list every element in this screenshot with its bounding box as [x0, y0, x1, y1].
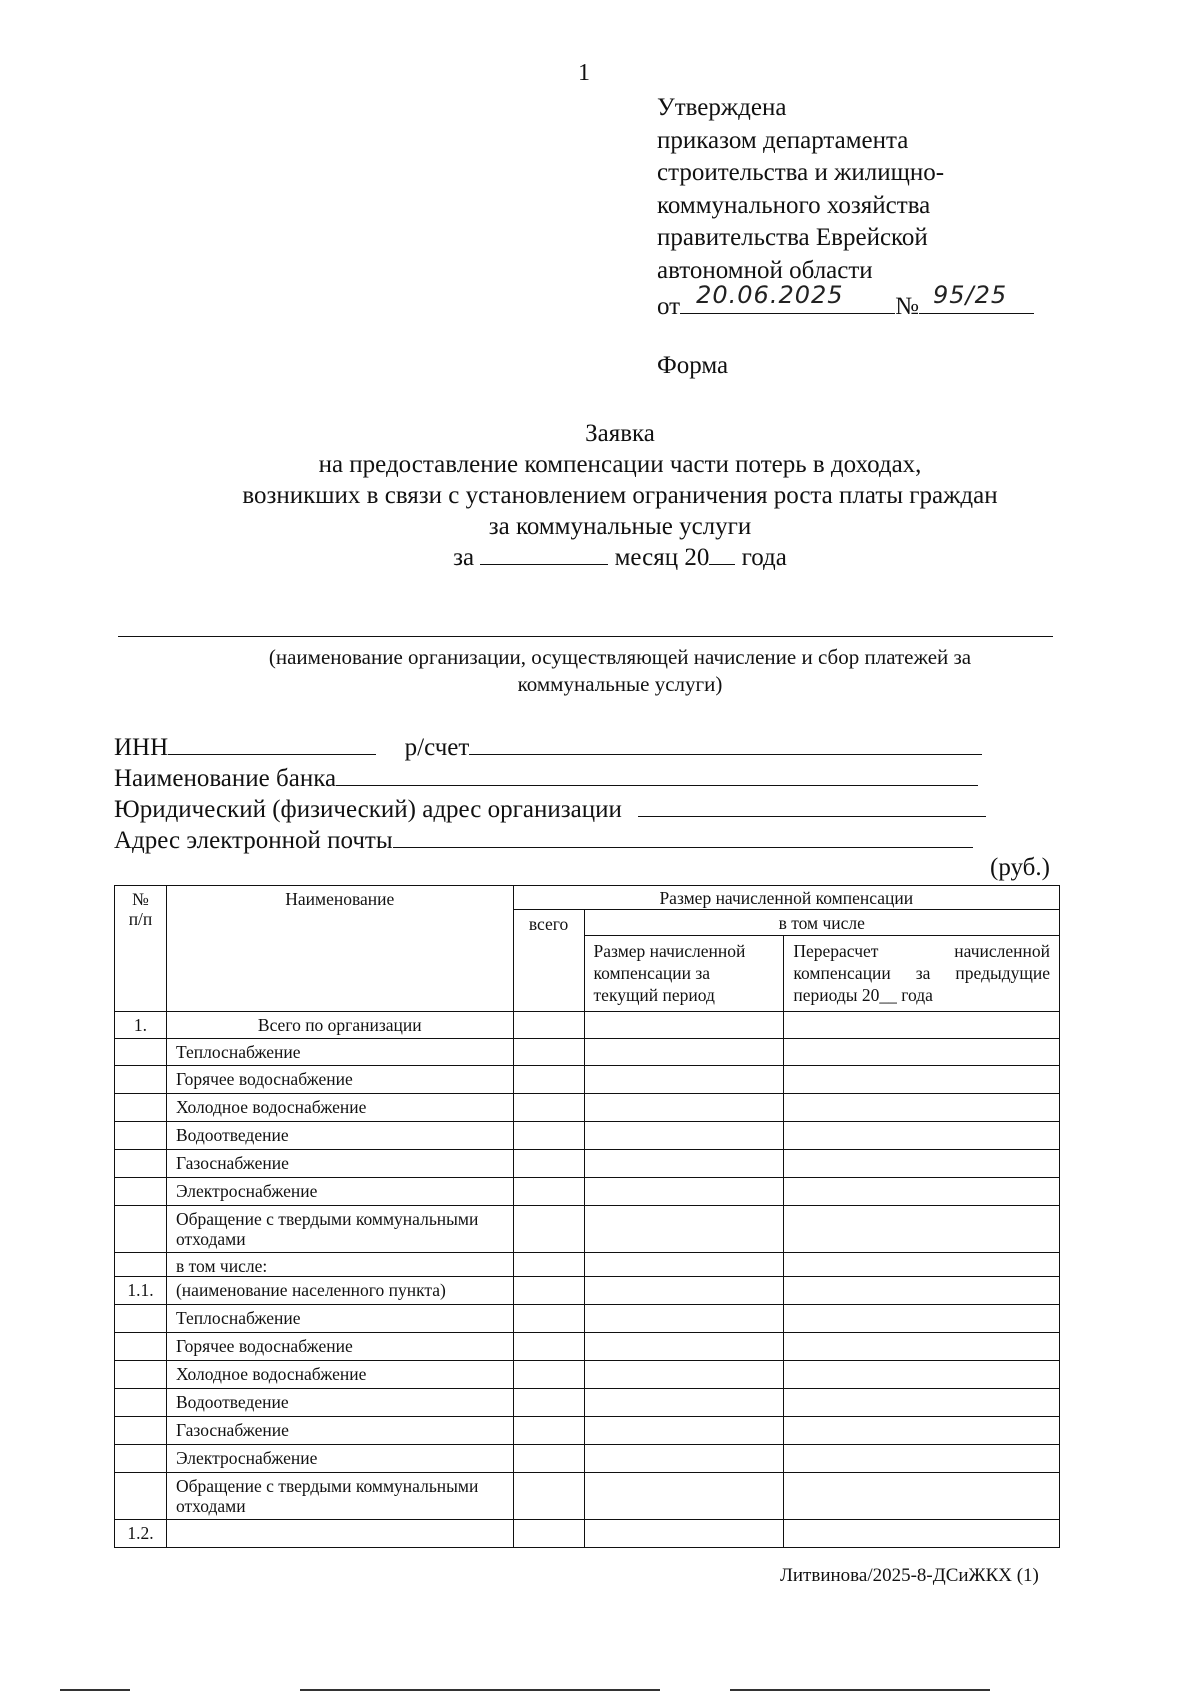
- row-name: Горячее водоснабжение: [166, 1066, 513, 1094]
- row-name: Холодное водоснабжение: [166, 1094, 513, 1122]
- row-number: [115, 1039, 167, 1066]
- cell-current: [584, 1178, 784, 1206]
- cell-current: [584, 1094, 784, 1122]
- approval-line: правительства Еврейской: [657, 224, 928, 251]
- inn-label: ИНН: [114, 734, 169, 761]
- approval-line: приказом департамента: [657, 126, 909, 154]
- header-name: Наименование: [166, 886, 513, 1012]
- cell-total: [513, 1361, 584, 1389]
- period-line: [120, 542, 1120, 573]
- form-label: Форма: [657, 352, 729, 379]
- approval-line: автономной области: [657, 256, 873, 284]
- cell-total: [513, 1445, 584, 1473]
- cell-recalc: [784, 1445, 1060, 1473]
- row-number: [115, 1122, 167, 1150]
- cell-total: [513, 1389, 584, 1417]
- period-prefix: за: [453, 544, 475, 571]
- cell-current: [584, 1305, 784, 1333]
- approval-number-handwritten: 95/25: [932, 280, 1008, 309]
- scan-artifact: [300, 1689, 660, 1691]
- row-number: [115, 1253, 167, 1277]
- bank-label: Наименование банка: [114, 765, 337, 792]
- row-number: [115, 1389, 167, 1417]
- table-row: [115, 1039, 1060, 1066]
- cell-total: [513, 1039, 584, 1066]
- address-line: [114, 794, 986, 825]
- organization-caption: [120, 644, 1120, 698]
- cell-total: [513, 1473, 584, 1520]
- row-name: [166, 1520, 513, 1548]
- table-row: [115, 1417, 1060, 1445]
- from-label: от: [657, 293, 681, 320]
- row-name: Холодное водоснабжение: [166, 1361, 513, 1389]
- email-label: Адрес электронной почты: [114, 827, 393, 854]
- address-blank: [638, 794, 986, 817]
- cell-recalc: [784, 1520, 1060, 1548]
- table-row: [115, 1066, 1060, 1094]
- row-name: Теплоснабжение: [166, 1039, 513, 1066]
- title-line: возникших в связи с установлением ограничения роста платы граждан: [242, 482, 998, 509]
- row-number: [115, 1066, 167, 1094]
- cell-total: [513, 1305, 584, 1333]
- cell-current: [584, 1445, 784, 1473]
- row-name: (наименование населенного пункта): [166, 1277, 513, 1305]
- row-number: [115, 1333, 167, 1361]
- table-row: [115, 1361, 1060, 1389]
- email-blank: [393, 825, 973, 848]
- email-line: [114, 825, 986, 856]
- row-number: [115, 1178, 167, 1206]
- cell-current: [584, 1122, 784, 1150]
- row-number: [115, 1206, 167, 1253]
- document-footer: Литвинова/2025-8-ДСиЖКХ (1): [780, 1565, 1039, 1586]
- cell-total: [513, 1277, 584, 1305]
- inn-account-line: [114, 732, 986, 763]
- header-current-period: Размер начисленной компенсации за текущий период: [584, 936, 784, 1012]
- title-line: на предоставление компенсации части потерь в доходах,: [318, 451, 922, 478]
- cell-current: [584, 1039, 784, 1066]
- cell-recalc: [784, 1389, 1060, 1417]
- row-name: Электроснабжение: [166, 1445, 513, 1473]
- period-suffix: года: [741, 544, 787, 571]
- row-name: Обращение с твердыми коммунальными отходами: [166, 1206, 513, 1253]
- cell-recalc: [784, 1305, 1060, 1333]
- row-name: Обращение с твердыми коммунальными отходами: [166, 1473, 513, 1520]
- cell-total: [513, 1206, 584, 1253]
- approval-line: Утверждена: [657, 94, 787, 121]
- table-row: [115, 1012, 1060, 1039]
- row-name: Горячее водоснабжение: [166, 1333, 513, 1361]
- cell-recalc: [784, 1150, 1060, 1178]
- cell-recalc: [784, 1066, 1060, 1094]
- year-blank: [709, 542, 735, 565]
- bank-blank: [336, 763, 978, 786]
- approval-date-field: [680, 280, 895, 314]
- cell-total: [513, 1178, 584, 1206]
- cell-current: [584, 1253, 784, 1277]
- approval-date-handwritten: 20.06.2025: [696, 280, 844, 309]
- cell-total: [513, 1122, 584, 1150]
- cell-recalc: [784, 1094, 1060, 1122]
- table-row: [115, 1333, 1060, 1361]
- currency-label: (руб.): [990, 854, 1050, 881]
- cell-current: [584, 1520, 784, 1548]
- cell-current: [584, 1333, 784, 1361]
- table-row: [115, 1520, 1060, 1548]
- cell-recalc: [784, 1333, 1060, 1361]
- table-row: [115, 1178, 1060, 1206]
- title-line: Заявка: [585, 420, 655, 447]
- cell-current: [584, 1066, 784, 1094]
- cell-total: [513, 1520, 584, 1548]
- bank-line: [114, 763, 986, 794]
- cell-recalc: [784, 1277, 1060, 1305]
- account-label: р/счет: [404, 734, 470, 761]
- approval-line: коммунального хозяйства: [657, 191, 931, 219]
- organization-caption-line: коммунальные услуги): [517, 672, 723, 696]
- scan-artifact: [730, 1689, 990, 1691]
- approval-date-number-line: [657, 280, 1034, 324]
- table-row: [115, 1389, 1060, 1417]
- cell-current: [584, 1012, 784, 1039]
- scan-artifact: [60, 1689, 130, 1691]
- row-name: в том числе:: [166, 1253, 513, 1277]
- row-number: [115, 1150, 167, 1178]
- header-recalculation: Перерасчет начисленной компенсации за предыдущие периоды 20__ года: [784, 936, 1060, 1012]
- header-total: всего: [513, 910, 584, 1012]
- approval-block: [657, 92, 1034, 324]
- cell-current: [584, 1150, 784, 1178]
- row-number: [115, 1417, 167, 1445]
- page-number: 1: [578, 60, 590, 86]
- table-row: [115, 1305, 1060, 1333]
- cell-total: [513, 1150, 584, 1178]
- cell-recalc: [784, 1417, 1060, 1445]
- approval-line: строительства и жилищно-: [657, 159, 945, 186]
- cell-current: [584, 1473, 784, 1520]
- header-num: № п/п: [115, 886, 167, 1012]
- document-title: [120, 418, 1120, 573]
- account-blank: [469, 732, 982, 755]
- table-row: [115, 1150, 1060, 1178]
- cell-total: [513, 1094, 584, 1122]
- row-number: 1.1.: [115, 1277, 167, 1305]
- row-number: [115, 1445, 167, 1473]
- cell-recalc: [784, 1122, 1060, 1150]
- cell-total: [513, 1012, 584, 1039]
- cell-recalc: [784, 1473, 1060, 1520]
- table-row: [115, 1277, 1060, 1305]
- cell-current: [584, 1277, 784, 1305]
- row-number: 1.2.: [115, 1520, 167, 1548]
- period-middle: месяц 20: [614, 544, 710, 571]
- cell-recalc: [784, 1012, 1060, 1039]
- table-row: [115, 1253, 1060, 1277]
- cell-recalc: [784, 1361, 1060, 1389]
- cell-current: [584, 1417, 784, 1445]
- number-label: №: [895, 293, 919, 320]
- cell-current: [584, 1361, 784, 1389]
- cell-recalc: [784, 1253, 1060, 1277]
- address-label: Юридический (физический) адрес организации: [114, 796, 622, 823]
- cell-total: [513, 1253, 584, 1277]
- row-number: [115, 1094, 167, 1122]
- cell-current: [584, 1206, 784, 1253]
- row-number: [115, 1473, 167, 1520]
- table-row: [115, 1206, 1060, 1253]
- table-row: [115, 1122, 1060, 1150]
- row-name: Теплоснабжение: [166, 1305, 513, 1333]
- organization-name-line: [118, 636, 1053, 637]
- title-line: за коммунальные услуги: [488, 513, 752, 540]
- table-row: [115, 1094, 1060, 1122]
- approval-number-field: [919, 280, 1034, 314]
- row-name: Всего по организации: [166, 1012, 513, 1039]
- cell-total: [513, 1333, 584, 1361]
- inn-blank: [168, 732, 376, 755]
- row-name: Газоснабжение: [166, 1150, 513, 1178]
- header-including: в том числе: [584, 910, 1059, 936]
- header-compensation-size: Размер начисленной компенсации: [513, 886, 1059, 910]
- row-name: Газоснабжение: [166, 1417, 513, 1445]
- table-row: [115, 1445, 1060, 1473]
- row-name: Электроснабжение: [166, 1178, 513, 1206]
- compensation-table: [114, 885, 1060, 1548]
- requisites-block: [114, 732, 986, 856]
- row-number: [115, 1361, 167, 1389]
- cell-current: [584, 1389, 784, 1417]
- month-blank: [480, 542, 608, 565]
- table-row: [115, 1473, 1060, 1520]
- cell-total: [513, 1066, 584, 1094]
- row-number: 1.: [115, 1012, 167, 1039]
- cell-total: [513, 1417, 584, 1445]
- cell-recalc: [784, 1178, 1060, 1206]
- row-name: Водоотведение: [166, 1122, 513, 1150]
- organization-caption-line: (наименование организации, осуществляющей начисление и сбор платежей за: [268, 645, 972, 669]
- cell-recalc: [784, 1206, 1060, 1253]
- row-name: Водоотведение: [166, 1389, 513, 1417]
- row-number: [115, 1305, 167, 1333]
- cell-recalc: [784, 1039, 1060, 1066]
